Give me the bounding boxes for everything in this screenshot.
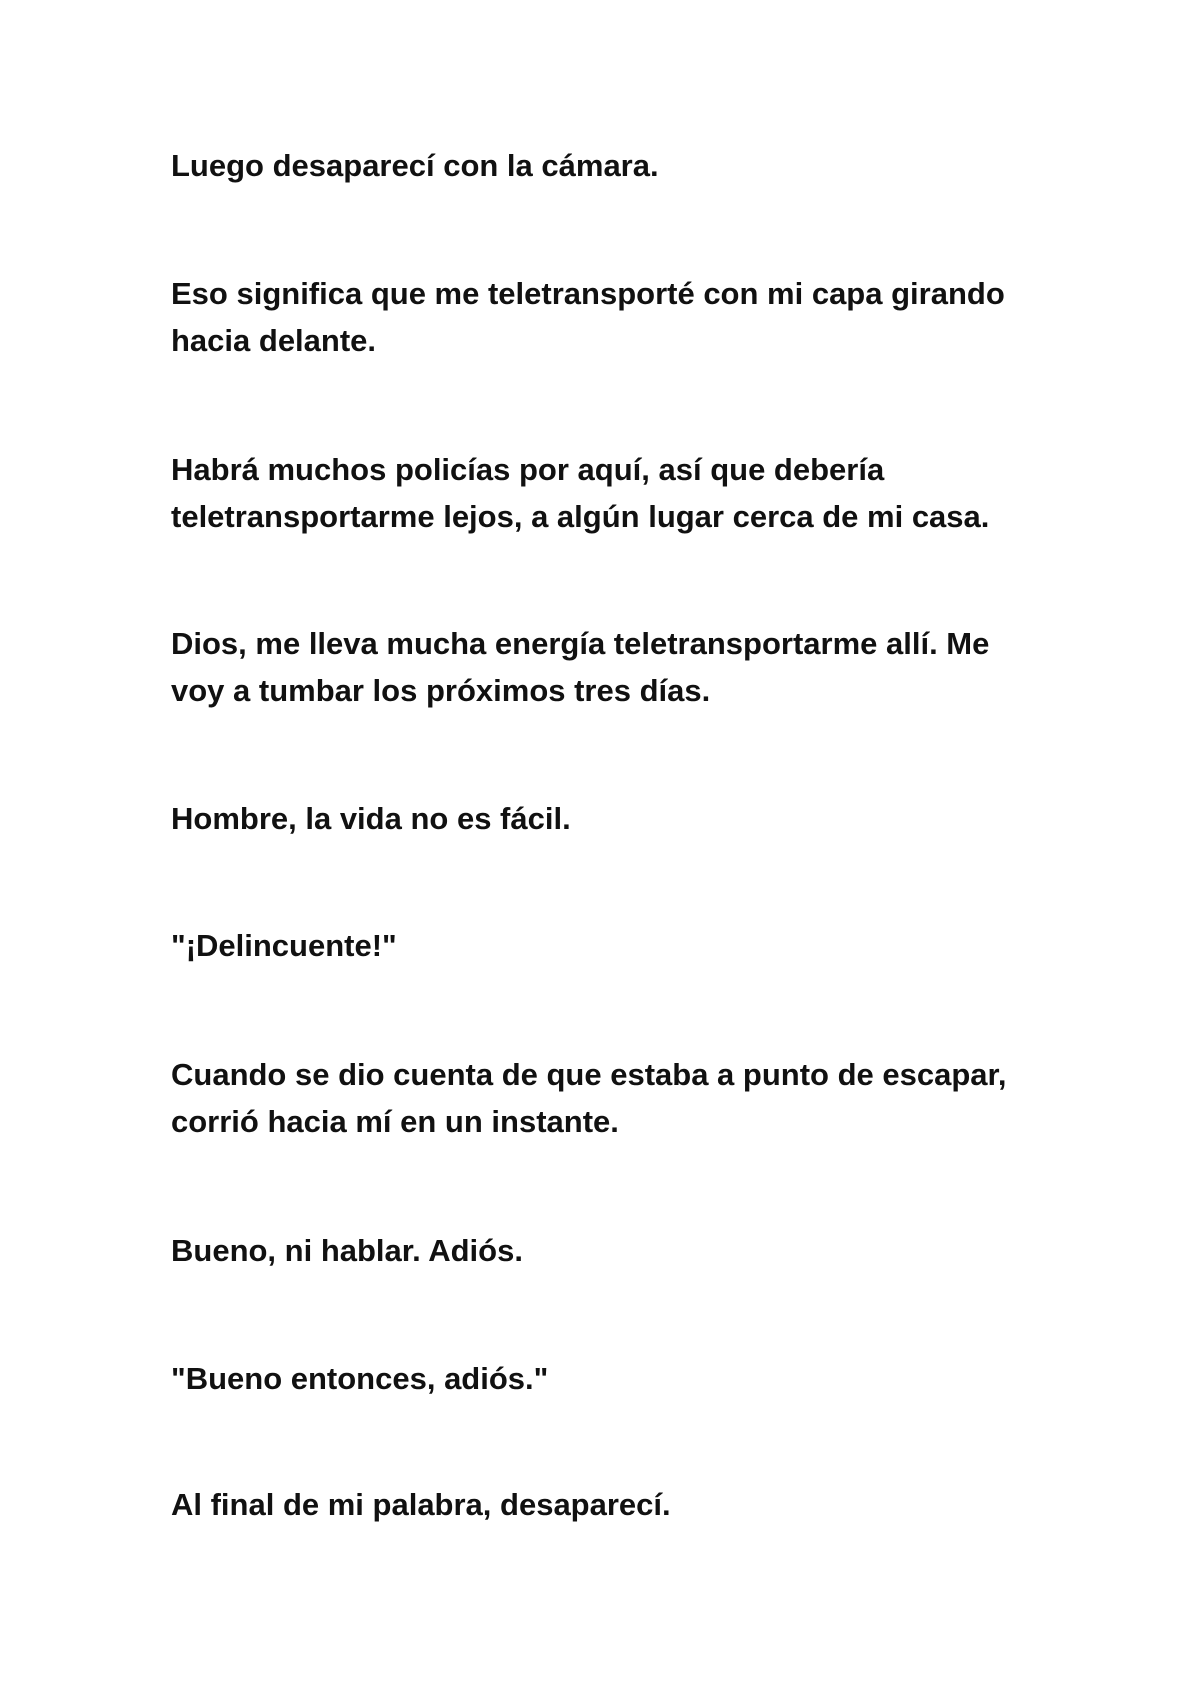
text-line: voy a tumbar los próximos tres días.	[171, 673, 711, 708]
paragraph	[171, 1355, 1051, 1402]
paragraph	[171, 1051, 1051, 1145]
text-line: Dios, me lleva mucha energía teletransportarme allí. Me	[171, 626, 990, 661]
paragraph	[171, 142, 1051, 189]
text-line: teletransportarme lejos, a algún lugar cerca de mi casa.	[171, 499, 990, 534]
paragraph	[171, 446, 1051, 540]
paragraph	[171, 270, 1051, 364]
text-line: corrió hacia mí en un instante.	[171, 1104, 619, 1139]
text-line: Habrá muchos policías por aquí, así que debería	[171, 452, 885, 487]
text-line: Al final de mi palabra, desaparecí.	[171, 1487, 671, 1522]
text-line: Cuando se dio cuenta de que estaba a punto de escapar,	[171, 1057, 1007, 1092]
paragraph	[171, 795, 1051, 842]
paragraph	[171, 1227, 1051, 1274]
text-line: "Bueno entonces, adiós."	[171, 1361, 549, 1396]
paragraph	[171, 1481, 1051, 1528]
text-line: Hombre, la vida no es fácil.	[171, 801, 571, 836]
text-line: Luego desaparecí con la cámara.	[171, 148, 659, 183]
text-line: Eso significa que me teletransporté con mi capa girando	[171, 276, 1005, 311]
text-line: "¡Delincuente!"	[171, 928, 397, 963]
text-line: Bueno, ni hablar. Adiós.	[171, 1233, 523, 1268]
paragraph	[171, 922, 1051, 969]
paragraph	[171, 620, 1051, 714]
text-line: hacia delante.	[171, 323, 377, 358]
